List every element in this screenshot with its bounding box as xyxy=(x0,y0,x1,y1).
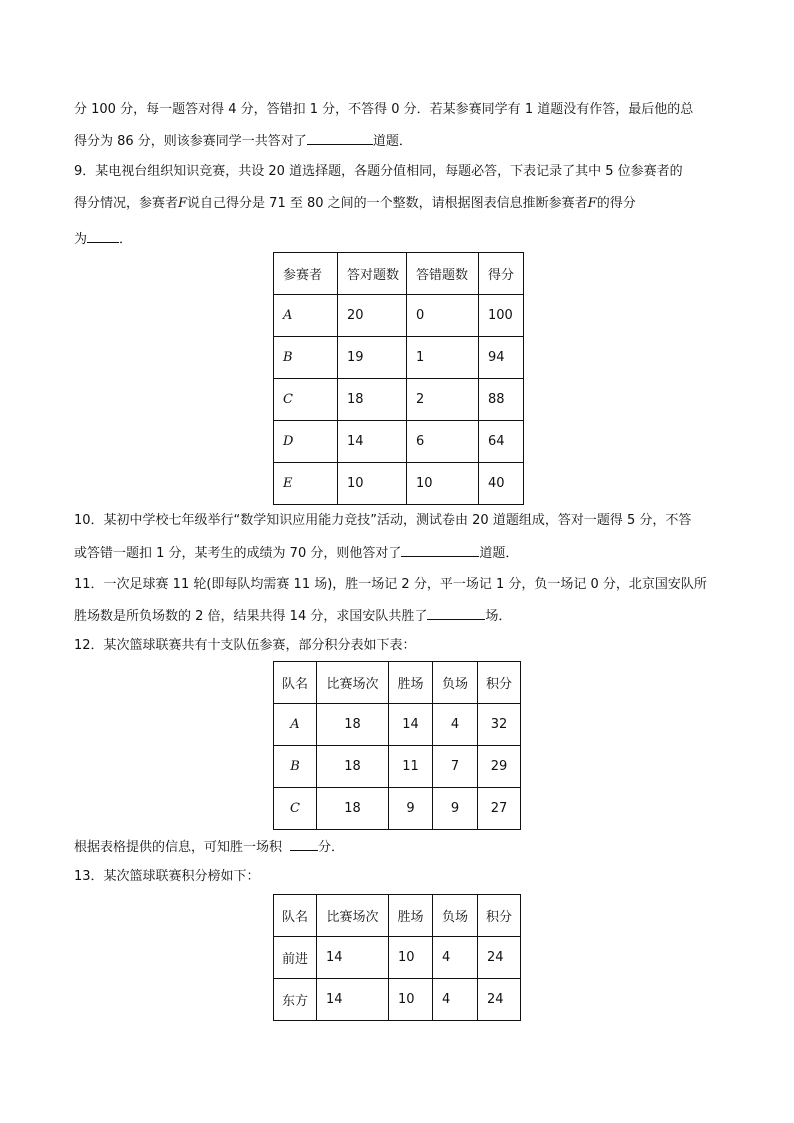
table-cell: 14 xyxy=(317,937,389,979)
table-row xyxy=(274,937,521,979)
q12-line-1: 12．某次篮球联赛共有十支队伍参赛，部分积分表如下表： xyxy=(74,638,416,653)
table-cell: 前进 xyxy=(274,937,317,979)
table-header-row xyxy=(274,253,524,295)
table-cell: 1 xyxy=(407,337,479,379)
table-cell: 6 xyxy=(407,421,479,463)
table-header-cell: 胜场 xyxy=(389,662,433,704)
table-cell: 94 xyxy=(479,337,524,379)
table-cell: B xyxy=(274,337,338,379)
table-header-cell: 答错题数 xyxy=(407,253,479,295)
q9-text-a: 得分情况，参赛者 xyxy=(74,196,179,211)
table-cell: 24 xyxy=(478,937,521,979)
table-row xyxy=(274,463,524,505)
table-header-cell: 参赛者 xyxy=(274,253,338,295)
table-header-cell: 积分 xyxy=(478,662,521,704)
q11-line-2 xyxy=(74,606,511,626)
table-cell: 64 xyxy=(479,421,524,463)
table-cell: D xyxy=(274,421,338,463)
table-cell: A xyxy=(274,295,338,337)
table-cell: 20 xyxy=(338,295,407,337)
q12-answer-blank[interactable] xyxy=(290,837,318,851)
table-cell: E xyxy=(274,463,338,505)
q10-text-a: 或答错一题扣 1 分，某考生的成绩为 70 分，则他答对了 xyxy=(74,546,402,561)
table-cell: 10 xyxy=(389,979,433,1021)
table-header-cell: 答对题数 xyxy=(338,253,407,295)
q9-text-e: ． xyxy=(119,232,133,247)
table-row xyxy=(274,979,521,1021)
table-cell: 4 xyxy=(433,979,478,1021)
table-cell: 19 xyxy=(338,337,407,379)
table-cell: 0 xyxy=(407,295,479,337)
q9-line-2 xyxy=(74,195,636,213)
table-header-cell: 负场 xyxy=(433,895,478,937)
table-cell: 24 xyxy=(478,979,521,1021)
table-cell: 9 xyxy=(389,788,433,830)
q9-score-table xyxy=(273,252,524,505)
q12-points-table xyxy=(273,661,521,830)
table-cell: 14 xyxy=(317,979,389,1021)
q11-answer-blank[interactable] xyxy=(427,606,485,620)
table-cell: 100 xyxy=(479,295,524,337)
q13-line-1: 13．某次篮球联赛积分榜如下： xyxy=(74,869,260,884)
q9-line-3 xyxy=(74,229,132,249)
q10-text-b: 道题． xyxy=(479,546,519,561)
table-cell: 2 xyxy=(407,379,479,421)
table-header-cell: 比赛场次 xyxy=(317,662,389,704)
table-cell: 11 xyxy=(389,746,433,788)
table-header-cell: 胜场 xyxy=(389,895,433,937)
table-cell: 东方 xyxy=(274,979,317,1021)
q9-line-1: 9．某电视台组织知识竞赛，共设 20 道选择题，各题分值相同，每题必答，下表记录了其中 5 位参赛者的 xyxy=(74,164,683,179)
q9-answer-blank[interactable] xyxy=(87,229,119,243)
q9-text-c: 的得分 xyxy=(596,196,636,211)
table-cell: 18 xyxy=(338,379,407,421)
q8-line-1: 分 100 分，每一题答对得 4 分，答错扣 1 分，不答得 0 分．若某参赛同学有 1 道题没有作答，最后他的总 xyxy=(74,102,694,117)
q12-text-a: 根据表格提供的信息，可知胜一场积 xyxy=(74,840,283,855)
q11-line-1: 11．一次足球赛 11 轮(即每队均需赛 11 场)，胜一场记 2 分，平一场记 1 分，负一场记 0 分，北京国安队所 xyxy=(74,577,707,592)
table-cell: 4 xyxy=(433,937,478,979)
q8-answer-blank[interactable] xyxy=(307,131,373,145)
table-header-cell: 负场 xyxy=(433,662,478,704)
q13-standings-table xyxy=(273,894,521,1021)
table-cell: 10 xyxy=(389,937,433,979)
table-cell: 18 xyxy=(317,788,389,830)
q10-line-2 xyxy=(74,543,518,563)
q10-answer-blank[interactable] xyxy=(401,543,479,557)
table-cell: 29 xyxy=(478,746,521,788)
table-cell: 9 xyxy=(433,788,478,830)
table-cell: 18 xyxy=(317,746,389,788)
q12-text-b: 分． xyxy=(318,840,345,855)
table-cell: 10 xyxy=(338,463,407,505)
table-cell: 88 xyxy=(479,379,524,421)
q11-text-b: 场． xyxy=(485,609,512,624)
q9-text-d: 为 xyxy=(74,232,88,247)
table-row xyxy=(274,421,524,463)
table-row xyxy=(274,788,521,830)
q9-var-f1: F xyxy=(178,196,188,211)
q8-text-b: 道题． xyxy=(372,134,412,149)
table-cell: C xyxy=(274,788,317,830)
table-row xyxy=(274,295,524,337)
q8-line-2 xyxy=(74,131,412,151)
table-cell: 27 xyxy=(478,788,521,830)
table-cell: 40 xyxy=(479,463,524,505)
table-header-cell: 队名 xyxy=(274,662,317,704)
table-cell: 7 xyxy=(433,746,478,788)
table-cell: 10 xyxy=(407,463,479,505)
table-header-row xyxy=(274,895,521,937)
table-cell: A xyxy=(274,704,317,746)
table-row xyxy=(274,379,524,421)
table-row xyxy=(274,704,521,746)
table-header-cell: 得分 xyxy=(479,253,524,295)
table-header-cell: 比赛场次 xyxy=(317,895,389,937)
q12-after-line xyxy=(74,837,344,857)
table-cell: C xyxy=(274,379,338,421)
table-header-row xyxy=(274,662,521,704)
q8-text-a: 得分为 86 分，则该参赛同学一共答对了 xyxy=(74,134,307,149)
q11-text-a: 胜场数是所负场数的 2 倍，结果共得 14 分，求国安队共胜了 xyxy=(74,609,428,624)
table-cell: 4 xyxy=(433,704,478,746)
table-header-cell: 队名 xyxy=(274,895,317,937)
table-cell: B xyxy=(274,746,317,788)
table-cell: 14 xyxy=(389,704,433,746)
q10-line-1: 10．某初中学校七年级举行“数学知识应用能力竞技”活动，测试卷由 20 道题组成，答对一题得 5 分，不答 xyxy=(74,513,692,528)
table-cell: 32 xyxy=(478,704,521,746)
table-header-cell: 积分 xyxy=(478,895,521,937)
q9-var-f2: F xyxy=(587,196,597,211)
q9-text-b: 说自己得分是 71 至 80 之间的一个整数，请根据图表信息推断参赛者 xyxy=(187,196,588,211)
table-cell: 14 xyxy=(338,421,407,463)
table-row xyxy=(274,337,524,379)
table-cell: 18 xyxy=(317,704,389,746)
table-row xyxy=(274,746,521,788)
